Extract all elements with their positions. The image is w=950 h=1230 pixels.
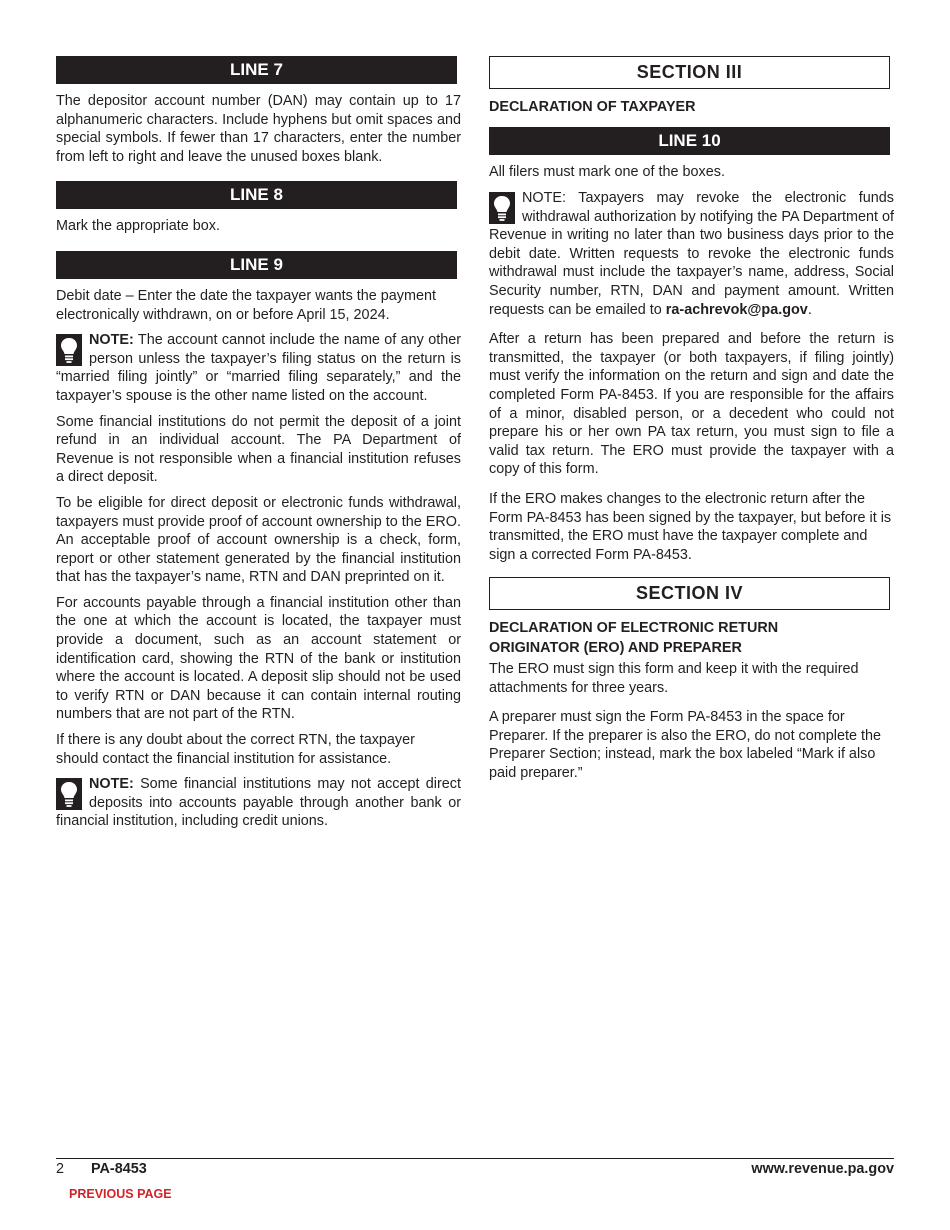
footer-divider [56,1158,894,1159]
preparer-sign-text: A preparer must sign the Form PA-8453 in the space for Preparer. If the preparer is also the ERO, do not complete the Preparer Section; instead, mark the box labeled “Mark if also paid preparer.” [489,709,881,782]
note-text: Some financial institutions may not accept direct deposits into accounts payable through another bank or financial institution, including credit unions. [56,776,461,830]
right-column [489,56,894,790]
section4-header: SECTION IV [489,577,890,610]
page-footer [56,1161,894,1179]
line7-text: The depositor account number (DAN) may contain up to 17 alphanumeric characters. Include hyphens but omit spaces and special symbols. If fewer than 17 characters, enter the number from left to right and leave the unused boxes blank. [56,93,461,165]
ero-changes-text: If the ERO makes changes to the electronic return after the Form PA-8453 has been signed by the taxpayer, but before it is transmitted, the ERO must have the taxpayer complete and sign a corrected Form PA-8453. [489,490,892,563]
note-label: NOTE: [89,776,134,793]
previous-page-link[interactable]: PREVIOUS PAGE [69,1187,172,1201]
line9-header: LINE 9 [56,251,457,279]
note-label: NOTE: [89,332,134,349]
line8-text: Mark the appropriate box. [56,218,220,235]
left-column [56,56,461,831]
line10-note-revoke: NOTE: Taxpayers may revoke the electronic funds withdrawal authorization by notifying the PA Department of Revenue in writing no later than two business days prior to the debit date. Written requests to revoke the electronic funds withdrawal must include the taxpayer’s name, address, Social Security number, RTN, DAN and payment amount. Written requests can be emailed to ra-achrevok@pa.gov. [489,190,894,318]
rtn-doubt-text: If there is any doubt about the correct RTN, the taxpayer should contact the financial institution for assistance. [56,732,415,767]
section3-header: SECTION III [489,56,890,89]
form-name: PA-8453 [91,1161,147,1177]
note-text: The account cannot include the name of any other person unless the taxpayer’s filing status on the return is “married filing jointly” or “married filing separately,” and the taxpayer’s spouse is the other name listed on the account. [56,332,461,404]
line9-note-credit-unions [56,775,461,831]
taxpayer-verify-text: After a return has been prepared and before the return is transmitted, the taxpayer (or both taxpayers, if filing jointly) must verify the information on the return and sign and date the completed Form PA-8453. If you are responsible for the affairs of a minor, disabled person, or a decedent who could not prepare his or her own PA tax return, you must sign to file a valid tax return. The ERO must provide the taxpayer with a copy of this form. [489,331,894,478]
line9-note-account-name [56,331,461,412]
line7-header: LINE 7 [56,56,457,84]
section3-subhead: DECLARATION OF TAXPAYER [489,99,696,115]
page-number: 2 [56,1161,65,1177]
lightbulb-icon [56,778,82,810]
line10-header: LINE 10 [489,127,890,155]
lightbulb-icon [56,334,82,366]
ero-sign-text: The ERO must sign this form and keep it with the required attachments for three years. [489,661,859,696]
line9-debit-date-text: Debit date – Enter the date the taxpayer wants the payment electronically withdrawn, on or before April 15, 2024. [56,287,436,323]
revoke-email: ra-achrevok@pa.gov [665,301,808,318]
eligibility-text: To be eligible for direct deposit or electronic funds withdrawal, taxpayers must provide proof of account ownership to the ERO. An acceptable proof of account ownership is a check, form, report or other statement generated by the financial institution that has the taxpayer’s name, RTN and DAN preprinted on it. [56,494,461,586]
lightbulb-icon [489,192,515,224]
section4-subhead: DECLARATION OF ELECTRONIC RETURN ORIGINATOR (ERO) AND PREPARER [489,620,779,656]
line10-text: All filers must mark one of the boxes. [489,164,725,181]
accounts-payable-text: For accounts payable through a financial institution other than the one at which the account is located, the taxpayer must provide a document, such as an account statement or identification card, showing the RTN of the bank or institution where the account is located. A deposit slip should not be used to verify RTN or DAN because it can contain internal routing numbers that are not part of the RTN. [56,594,461,723]
joint-refund-text: Some financial institutions do not permit the deposit of a joint refund in an individual account. The PA Department of Revenue is not responsible when a financial institution refuses a direct deposit. [56,413,461,486]
note-text: NOTE: Taxpayers may revoke the electronic funds withdrawal authorization by notifying the PA Department of Revenue in writing no later than two business days prior to the debit date. Written requests to revoke the electronic funds withdrawal must include the taxpayer’s name, address, Social Security number, RTN, DAN and payment amount. Written requests can be emailed to [489,190,894,318]
line8-header: LINE 8 [56,181,457,209]
website-link[interactable]: www.revenue.pa.gov [751,1161,894,1177]
